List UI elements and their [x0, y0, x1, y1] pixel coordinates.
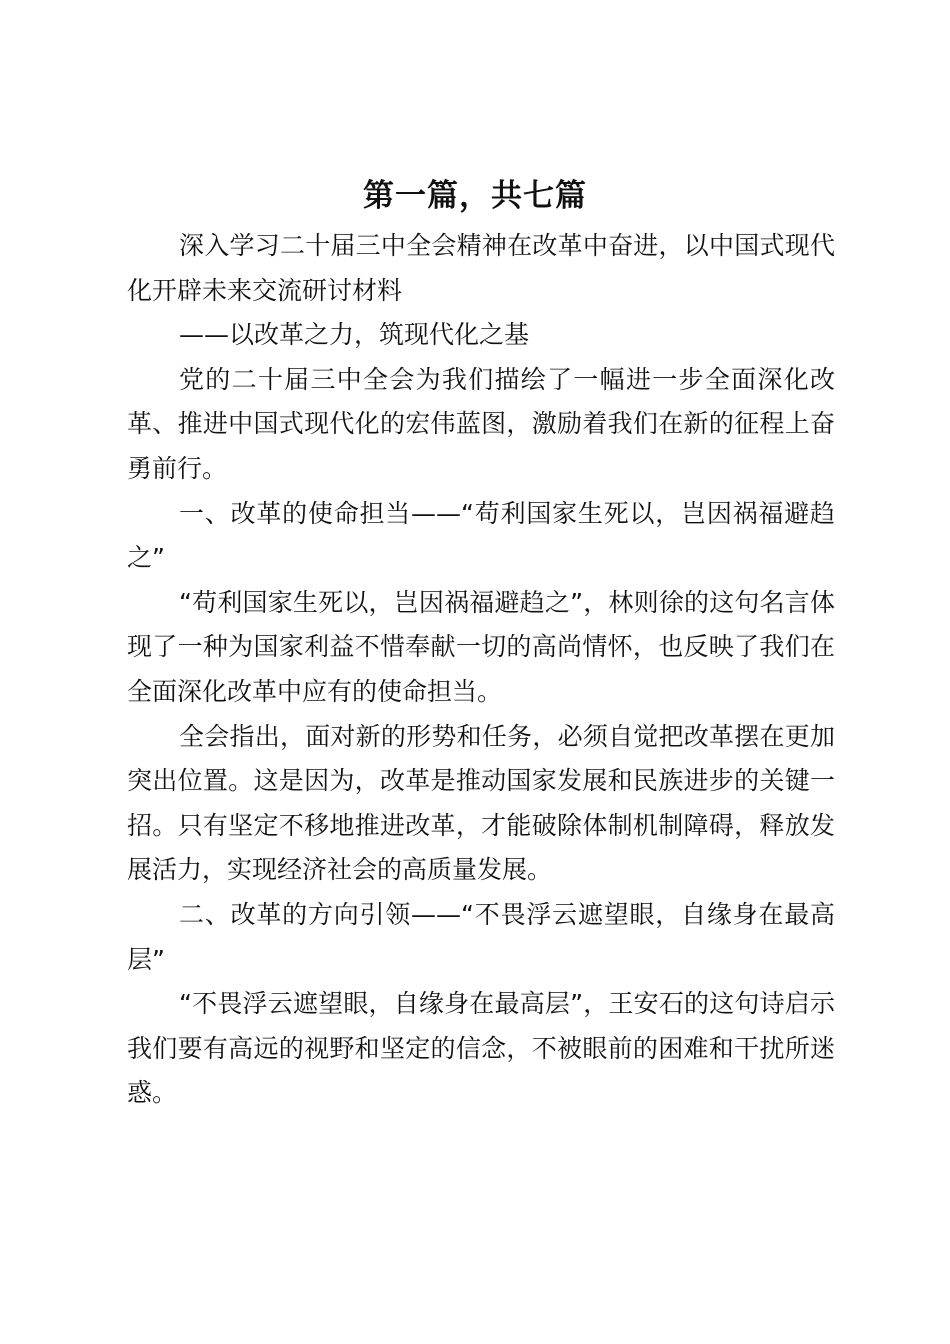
paragraph-heading: 深入学习二十届三中全会精神在改革中奋进，以中国式现代化开辟未来交流研讨材料: [127, 231, 835, 305]
paragraph-wang-anshi-quote: “不畏浮云遮望眼，自缘身在最高层”，王安石的这句诗启示我们要有高远的视野和坚定的信念，不被眼前的困难和干扰所迷惑。: [127, 989, 835, 1108]
section-heading-one: 一、改革的使命担当——“苟利国家生死以，岂因祸福避趋之”: [127, 498, 835, 573]
page-title: 第一篇，共七篇: [363, 178, 587, 214]
section-heading-two: 二、改革的方向引领——“不畏浮云遮望眼，自缘身在最高层”: [127, 899, 835, 974]
paragraph-plenum-points: 全会指出，面对新的形势和任务，必须自觉把改革摆在更加突出位置。这是因为，改革是推动国家发展和民族进步的关键一招。只有坚定不移地推进改革，才能破除体制机制障碍，释放发展活力，实现经济社会的高质量发展。: [127, 721, 835, 885]
paragraph-subtitle: ——以改革之力，筑现代化之基: [179, 320, 530, 350]
document-body: [127, 224, 835, 1116]
paragraph-intro: 党的二十届三中全会为我们描绘了一幅进一步全面深化改革、推进中国式现代化的宏伟蓝图，激励着我们在新的征程上奋勇前行。: [127, 364, 835, 483]
paragraph-lin-zexu-quote: “苟利国家生死以，岂因祸福避趋之”，林则徐的这句名言体现了一种为国家利益不惜奉献一切的高尚情怀，也反映了我们在全面深化改革中应有的使命担当。: [127, 587, 835, 706]
